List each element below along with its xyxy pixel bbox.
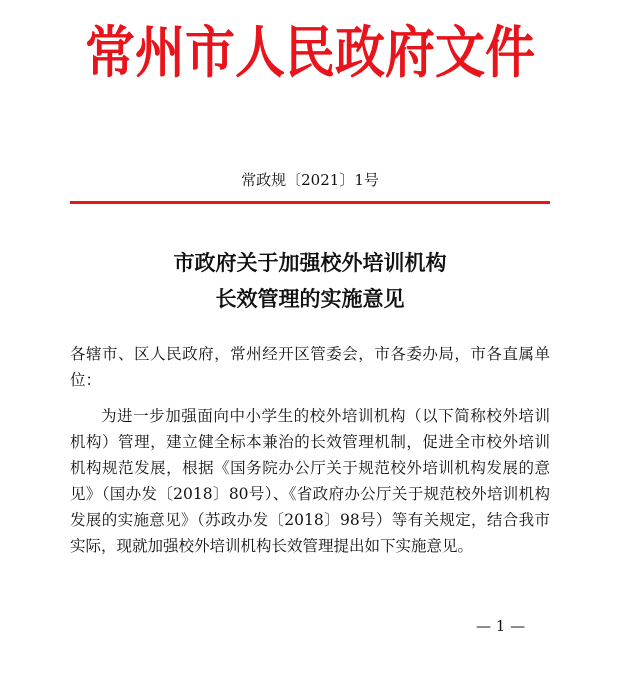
page-number: — 1 — — [476, 617, 526, 635]
addressee: 各辖市、区人民政府，常州经开区管委会，市各委办局，市各直属单位： — [70, 345, 550, 389]
document-number: 常政规〔2021〕1号 — [241, 171, 379, 189]
document-masthead: 常州市人民政府文件 — [85, 20, 535, 86]
document-title-line-2: 长效管理的实施意见 — [215, 286, 405, 311]
red-divider-line — [70, 201, 550, 204]
document-title-line-1: 市政府关于加强校外培训机构 — [173, 250, 447, 275]
body-paragraph: 为进一步加强面向中小学生的校外培训机构（以下简称校外培训机构）管理，建立健全标本兼治的长效管理机制，促进全市校外培训机构规范发展，根据《国务院办公厅关于规范校外培训机构发展的意见》（国办发〔2018〕80号）、《省政府办公厅关于规范校外培训机构发展的实施意见》（苏政办发〔2018〕98号）等有关规定，结合我市实际，现就加强校外培训机构长效管理提出如下实施意见。 — [70, 407, 550, 555]
